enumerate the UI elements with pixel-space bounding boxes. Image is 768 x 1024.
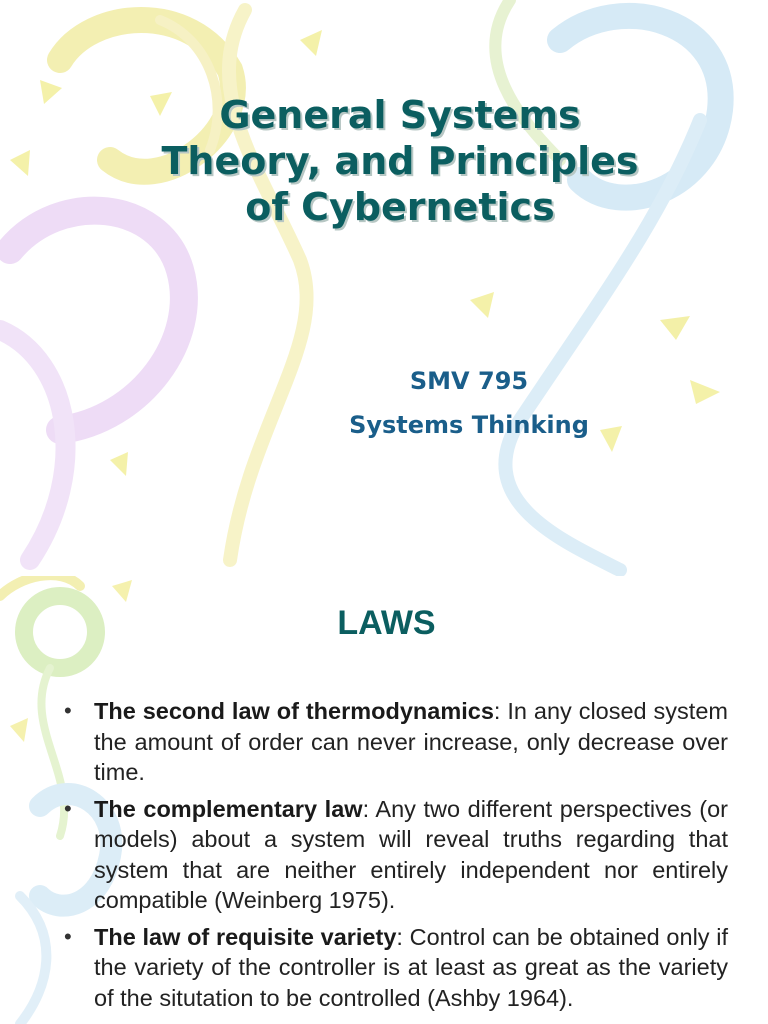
course-code: SMV 795 xyxy=(409,367,529,395)
course-name: Systems Thinking xyxy=(349,411,589,439)
bullet-icon: • xyxy=(64,923,72,949)
laws-heading: LAWS xyxy=(337,604,436,642)
laws-list xyxy=(60,696,728,1019)
list-item xyxy=(60,922,728,1014)
bullet-icon: • xyxy=(64,795,72,821)
law-text: : Any two different perspectives (or models) about a system will reveal truths regarding that system that are neither entirely independent nor entirely compatible (Weinberg 1975). xyxy=(94,795,728,913)
law-text: : Control can be obtained only if the variety of the controller is at least as great as the variety of the situtation to be controlled (Ashby 1964). xyxy=(94,923,728,1011)
slide-laws xyxy=(0,576,768,1024)
title-line: Theory, and Principles xyxy=(161,139,639,183)
law-name: The complementary law xyxy=(94,795,363,822)
list-item xyxy=(60,794,728,916)
law-name: The second law of thermodynamics xyxy=(94,698,494,724)
title-line: of Cybernetics xyxy=(245,185,555,229)
law-text: : In any closed system the amount of order can never increase, only decrease over time. xyxy=(94,698,728,785)
slide-title-heading xyxy=(80,92,720,230)
list-item xyxy=(60,696,728,788)
bullet-icon: • xyxy=(64,698,72,723)
title-line: General Systems xyxy=(219,93,581,137)
law-name: The law of requisite variety xyxy=(94,923,397,950)
